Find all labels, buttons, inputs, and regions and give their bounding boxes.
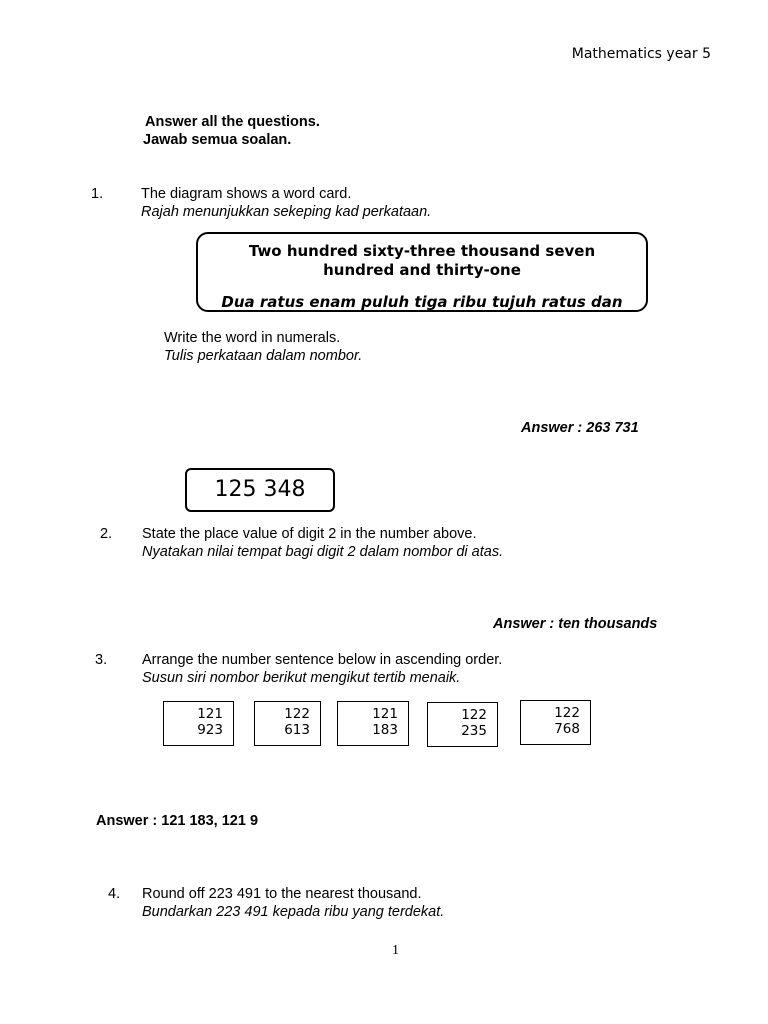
number-box-2 <box>254 701 321 746</box>
number-box-3 <box>337 701 409 746</box>
word-card <box>196 232 648 312</box>
question-3-answer: Answer : 121 183, 121 9 <box>96 813 259 829</box>
number-box-1 <box>163 701 234 746</box>
word-card-text-en: Two hundred sixty-three thousand seven hundred and thirty-one <box>248 242 596 279</box>
question-3-number: 3. <box>95 652 108 668</box>
question-2-prompt-ms: Nyatakan nilai tempat bagi digit 2 dalam nombor di atas. <box>142 544 504 560</box>
number-box-4-bottom: 235 <box>461 723 487 739</box>
question-2-answer: Answer : ten thousands <box>493 616 658 632</box>
question-2-number: 2. <box>100 526 113 542</box>
question-3-prompt-ms: Susun siri nombor berikut mengikut tertib menaik. <box>142 670 461 686</box>
number-box-3-top: 121 <box>372 706 398 722</box>
header-subject: Mathematics year 5 <box>571 46 711 62</box>
instruction-ms: Jawab semua soalan. <box>143 132 292 148</box>
number-box-4 <box>427 702 498 747</box>
word-card-text-ms: Dua ratus enam puluh tiga ribu tujuh ratus dan <box>221 293 623 311</box>
number-figure-box: 125 348 <box>185 468 335 512</box>
number-box-1-bottom: 923 <box>197 722 223 738</box>
instruction-en: Answer all the questions. <box>145 114 320 130</box>
question-1-prompt-ms: Rajah menunjukkan sekeping kad perkataan. <box>141 204 432 220</box>
number-box-2-top: 122 <box>284 706 310 722</box>
question-1-number: 1. <box>91 186 104 202</box>
question-1-prompt-en: The diagram shows a word card. <box>141 186 352 202</box>
question-4-prompt-ms: Bundarkan 223 491 kepada ribu yang terdekat. <box>142 904 445 920</box>
number-box-3-bottom: 183 <box>372 722 398 738</box>
number-box-5 <box>520 700 591 745</box>
number-box-1-top: 121 <box>197 706 223 722</box>
question-4-number: 4. <box>108 886 121 902</box>
question-2-prompt-en: State the place value of digit 2 in the number above. <box>142 526 477 542</box>
number-box-2-bottom: 613 <box>284 722 310 738</box>
question-3-prompt-en: Arrange the number sentence below in ascending order. <box>142 652 503 668</box>
number-box-4-top: 122 <box>461 707 487 723</box>
number-box-5-top: 122 <box>554 705 580 721</box>
page-number: 1 <box>392 943 399 958</box>
question-1-task-ms: Tulis perkataan dalam nombor. <box>164 348 363 364</box>
number-box-5-bottom: 768 <box>554 721 580 737</box>
question-4-prompt-en: Round off 223 491 to the nearest thousand. <box>142 886 422 902</box>
question-1-answer: Answer : 263 731 <box>521 420 639 436</box>
question-1-task-en: Write the word in numerals. <box>164 330 341 346</box>
